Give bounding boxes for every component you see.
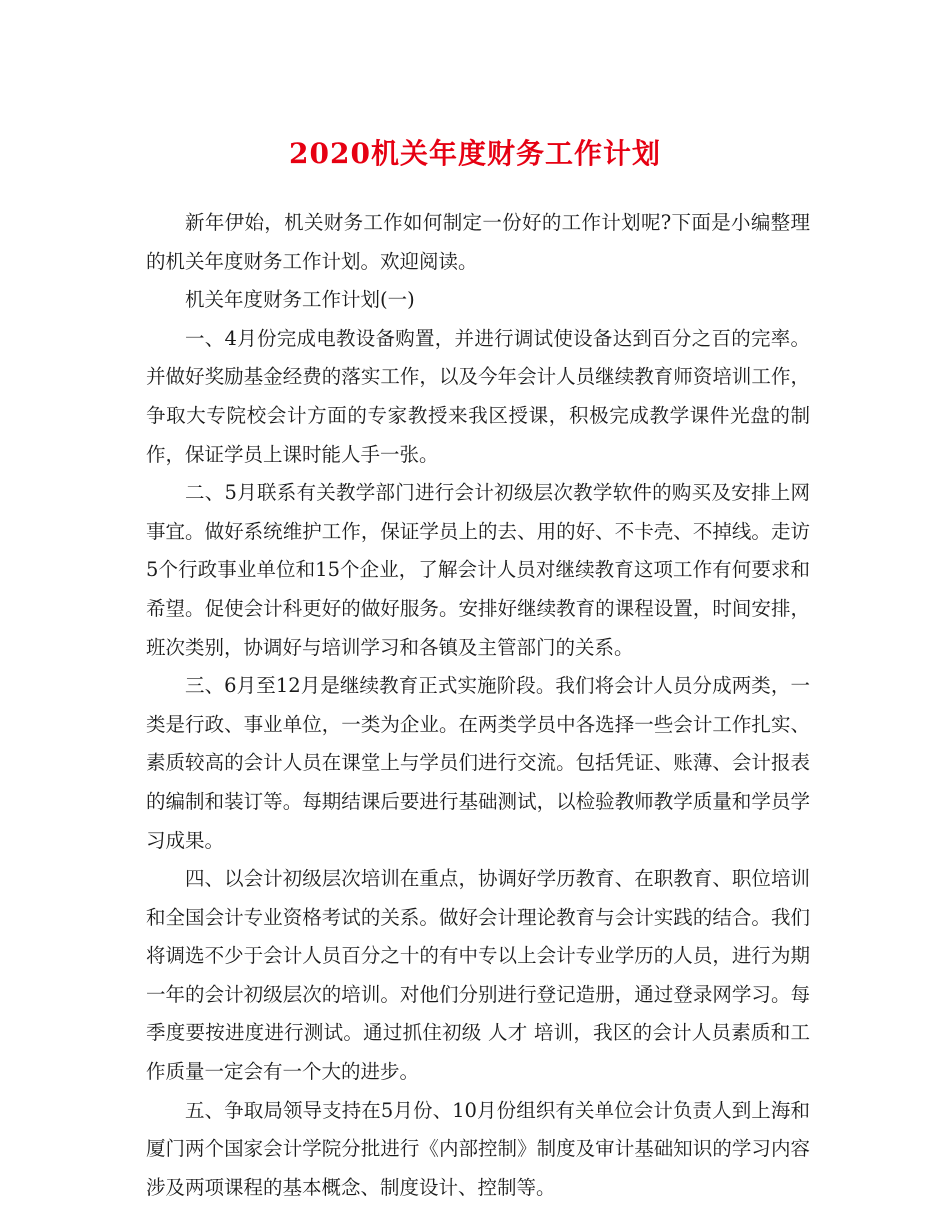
paragraph-item-3: 三、6月至12月是继续教育正式实施阶段。我们将会计人员分成两类，一类是行政、事业单位，一类为企业。在两类学员中各选择一些会计工作扎实、素质较高的会计人员在课堂上与学员们进行交流。包括凭证、账薄、会计报表的编制和装订等。每期结课后要进行基础测试，以检验教师教学质量和学员学习成果。 bbox=[146, 674, 810, 852]
paragraph-item-4: 四、以会计初级层次培训在重点，协调好学历教育、在职教育、职位培训和全国会计专业资格考试的关系。做好会计理论教育与会计实践的结合。我们将调选不少于会计人员百分之十的有中专以上会计专业学历的人员，进行为期一年的会计初级层次的培训。对他们分别进行登记造册，通过登录网学习。每季度要按进度进行测试。通过抓住初级 人才 培训，我区的会计人员素质和工作质量一定会有一个大的进步。 bbox=[146, 867, 810, 1084]
paragraph-item-1: 一、4月份完成电教设备购置，并进行调试使设备达到百分之百的完率。并做好奖励基金经费的落实工作，以及今年会计人员继续教育师资培训工作，争取大专院校会计方面的专家教授来我区授课，积极完成教学课件光盘的制作，保证学员上课时能人手一张。 bbox=[146, 326, 810, 466]
document-body bbox=[146, 204, 810, 1207]
paragraph-item-5: 五、争取局领导支持在5月份、10月份组织有关单位会计负责人到上海和厦门两个国家会计学院分批进行《内部控制》制度及审计基础知识的学习内容涉及两项课程的基本概念、制度设计、控制等。 bbox=[146, 1098, 810, 1199]
paragraph-item-2: 二、5月联系有关教学部门进行会计初级层次教学软件的购买及安排上网事宜。做好系统维护工作，保证学员上的去、用的好、不卡壳、不掉线。走访5个行政事业单位和15个企业，了解会计人员对继续教育这项工作有何要求和希望。促使会计科更好的做好服务。安排好继续教育的课程设置，时间安排，班次类别，协调好与培训学习和各镇及主管部门的关系。 bbox=[146, 481, 810, 659]
document-title: 2020机关年度财务工作计划 bbox=[289, 137, 661, 170]
paragraph-intro: 新年伊始，机关财务工作如何制定一份好的工作计划呢?下面是小编整理的机关年度财务工作计划。欢迎阅读。 bbox=[146, 211, 810, 273]
paragraph-section-heading: 机关年度财务工作计划(一) bbox=[185, 288, 415, 312]
